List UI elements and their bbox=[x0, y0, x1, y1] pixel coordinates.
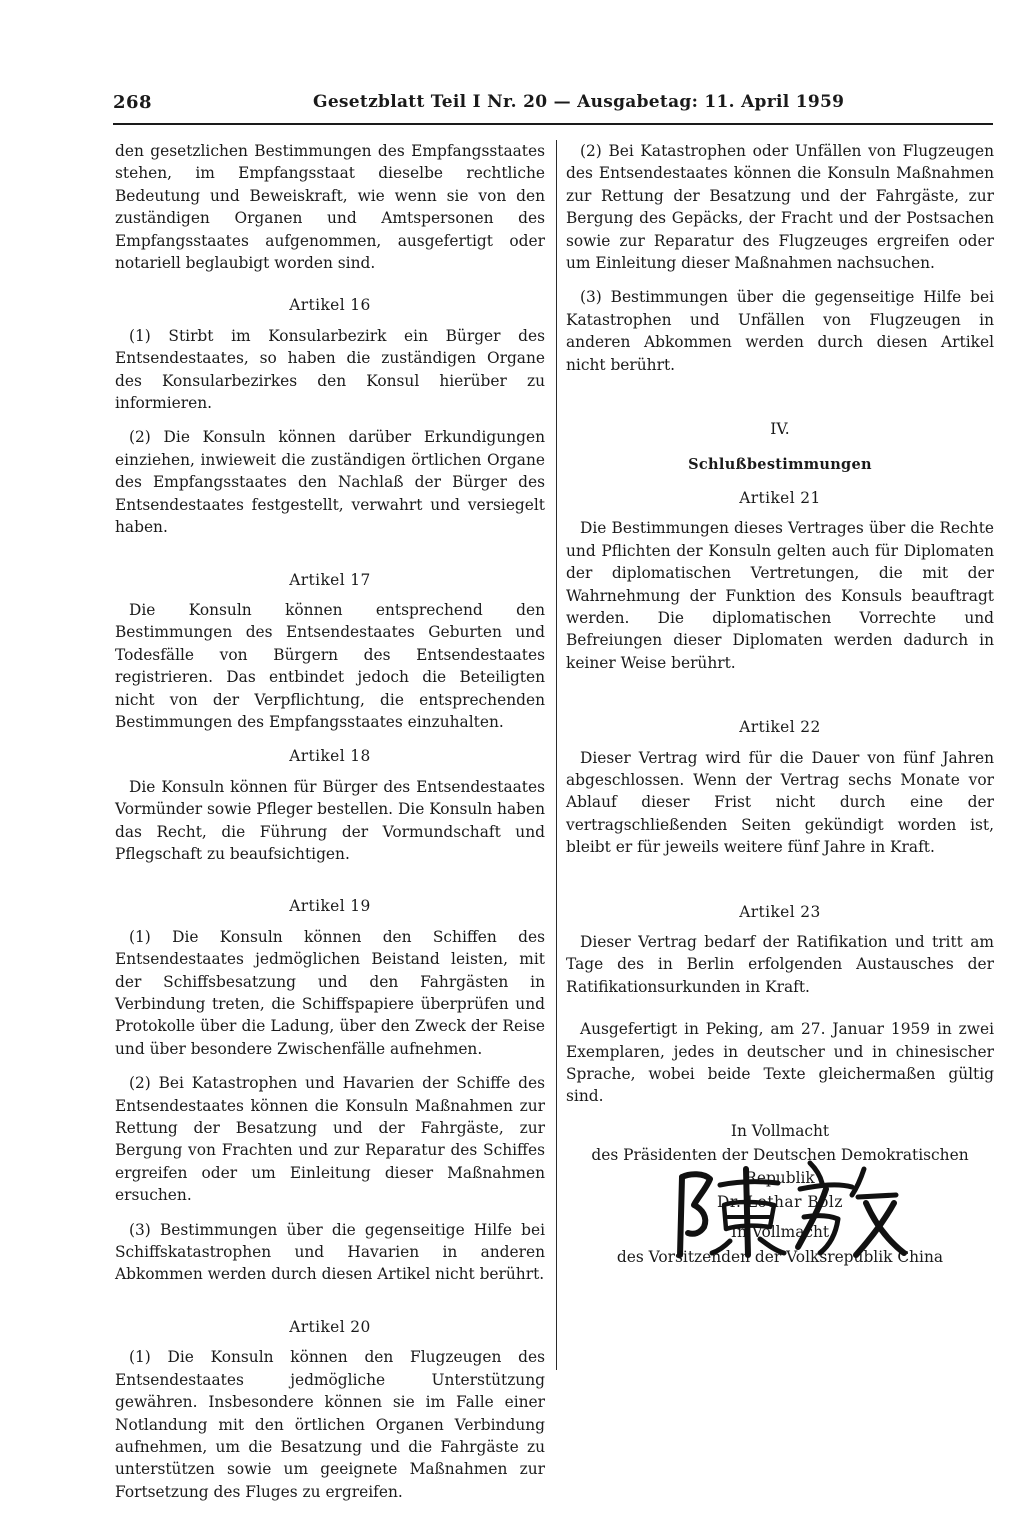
closing-paragraph: Ausgefertigt in Peking, am 27. Januar 1959 in zwei Exemplaren, jedes in deutscher und in chinesischer Sprache, wobei beide Texte gleichermaßen gültig sind. bbox=[566, 1020, 994, 1106]
signatory-2-power: In Vollmacht bbox=[730, 1223, 830, 1242]
article-18-heading: Artikel 18 bbox=[289, 747, 371, 766]
article-22-paragraph-1: Dieser Vertrag wird für die Dauer von fünf Jahren abgeschlossen. Wenn der Vertrag sechs Monate vor Ablauf dieser Frist nicht durch eine der vertragschließenden Seiten gekündigt worden ist, bleibt er für jeweils weitere fünf Jahre in Kraft. bbox=[566, 748, 994, 857]
article-17-heading: Artikel 17 bbox=[289, 570, 371, 589]
signatory-1-power: In Vollmacht bbox=[730, 1121, 830, 1140]
article-22-heading: Artikel 22 bbox=[739, 718, 821, 737]
article-19-paragraph-3: (3) Bestimmungen über die gegenseitige Hilfe bei Schiffskatastrophen und Havarien in anderen Abkommen werden durch diesen Artikel nicht berührt. bbox=[115, 1220, 545, 1284]
page-number: 268 bbox=[113, 92, 153, 113]
left-column bbox=[115, 140, 545, 1515]
signatory-1-title: des Präsidenten der Deutschen Demokratischen Republik bbox=[591, 1146, 969, 1187]
signatory-2-title: des Vorsitzenden der Volksrepublik China bbox=[616, 1247, 944, 1266]
article-20-paragraph-3: (3) Bestimmungen über die gegenseitige Hilfe bei Katastrophen und Unfällen von Flugzeugen in anderen Abkommen werden durch diesen Artikel nicht berührt. bbox=[566, 288, 994, 374]
article-23-heading: Artikel 23 bbox=[739, 902, 821, 921]
column-divider bbox=[556, 140, 557, 1370]
article-16-paragraph-1: (1) Stirbt im Konsularbezirk ein Bürger des Entsendestaates, so haben die zuständigen Organe des Konsularbezirkes den Konsul hierüber zu informieren. bbox=[115, 326, 545, 413]
article-21-paragraph-1: Die Bestimmungen dieses Vertrages über die Rechte und Pflichten der Konsuln gelten auch für Diplomaten der diplomatischen Vertretungen, die mit der Wahrnehmung der Funktion des Konsuls beauftragt werden. Die diplomatischen Vorrechte und Befreiungen dieser Diplomaten werden dadurch in keiner Weise berührt. bbox=[566, 519, 994, 672]
section-number: IV. bbox=[770, 420, 790, 439]
article-20-paragraph-1: (1) Die Konsuln können den Flugzeugen des Entsendestaates jedmögliche Unterstützung gewähren. Insbesondere können sie im Falle einer Notlandung mit den örtlichen Organen Verbindung aufnehmen, um die Besatzung und die Fahrgäste zu unterstützen sowie um geeignete Maßnahmen zur Fortsetzung des Fluges zu ergreifen. bbox=[115, 1348, 545, 1501]
article-19-paragraph-2: (2) Bei Katastrophen und Havarien der Schiffe des Entsendestaates können die Konsuln Maßnahmen zur Rettung der Besatzung und der Fahrgäste, zur Bergung von Frachten und zur Reparatur des Schiffes ergreifen oder um Einleitung dieser Maßnahmen ersuchen. bbox=[115, 1074, 545, 1205]
signatory-1-name: Dr. Lothar Bolz bbox=[717, 1193, 843, 1212]
article-21-heading: Artikel 21 bbox=[739, 488, 821, 507]
article-16-paragraph-2: (2) Die Konsuln können darüber Erkundigungen einziehen, inwieweit die zuständigen örtlichen Organe des Empfangsstaates den Nachlaß der Bürger des Entsendestaates festgestellt, verwahrt und versiegelt haben. bbox=[115, 428, 545, 537]
article-20-heading: Artikel 20 bbox=[289, 1317, 371, 1336]
page-header bbox=[113, 92, 993, 122]
article-23-paragraph-1: Dieser Vertrag bedarf der Ratifikation und tritt am Tage des in Berlin erfolgenden Austausches der Ratifikationsurkunden in Kraft. bbox=[566, 932, 994, 996]
chinese-signature bbox=[660, 1155, 920, 1265]
right-column bbox=[566, 140, 994, 1270]
header-rule bbox=[113, 123, 993, 125]
running-title: Gesetzblatt Teil I Nr. 20 — Ausgabetag: 11. April 1959 bbox=[313, 92, 845, 112]
article-17-paragraph-1: Die Konsuln können entsprechend den Bestimmungen des Entsendestaates Geburten und Todesfälle von Bürgern des Entsendestaates registrieren. Das entbindet jedoch die Beteiligten nicht von der Verpflichtung, die entsprechenden Bestimmungen des Empfangsstaates einzuhalten. bbox=[115, 600, 545, 731]
article-19-paragraph-1: (1) Die Konsuln können den Schiffen des Entsendestaates jedmöglichen Beistand leisten, mit der Schiffsbesatzung und den Fahrgästen in Verbindung treten, die Schiffspapiere überprüfen und Protokolle über die Ladung, über den Zweck der Reise und über besondere Zwischenfälle aufnehmen. bbox=[115, 927, 545, 1058]
article-19-heading: Artikel 19 bbox=[289, 897, 371, 916]
continuation-paragraph: den gesetzlichen Bestimmungen des Empfangsstaates stehen, im Empfangsstaat dieselbe rechtliche Bedeutung und Beweiskraft, wie wenn sie von den zuständigen Organen und Amtspersonen des Empfangsstaates aufgenommen, ausgefertigt oder notariell beglaubigt worden sind. bbox=[115, 142, 545, 273]
article-18-paragraph-1: Die Konsuln können für Bürger des Entsendestaates Vormünder sowie Pfleger bestellen. Die Konsuln haben das Recht, die Führung der Vormundschaft und Pflegschaft zu beaufsichtigen. bbox=[115, 777, 545, 863]
article-20-paragraph-2: (2) Bei Katastrophen oder Unfällen von Flugzeugen des Entsendestaates können die Konsuln Maßnahmen zur Rettung der Besatzung und der Fahrgäste, zur Bergung des Gepäcks, der Fracht und der Postsachen sowie zur Reparatur des Flugzeuges ergreifen oder um Einleitung dieser Maßnahmen nachsuchen. bbox=[566, 142, 994, 273]
section-title: Schlußbestimmungen bbox=[688, 456, 872, 474]
article-16-heading: Artikel 16 bbox=[289, 296, 371, 315]
